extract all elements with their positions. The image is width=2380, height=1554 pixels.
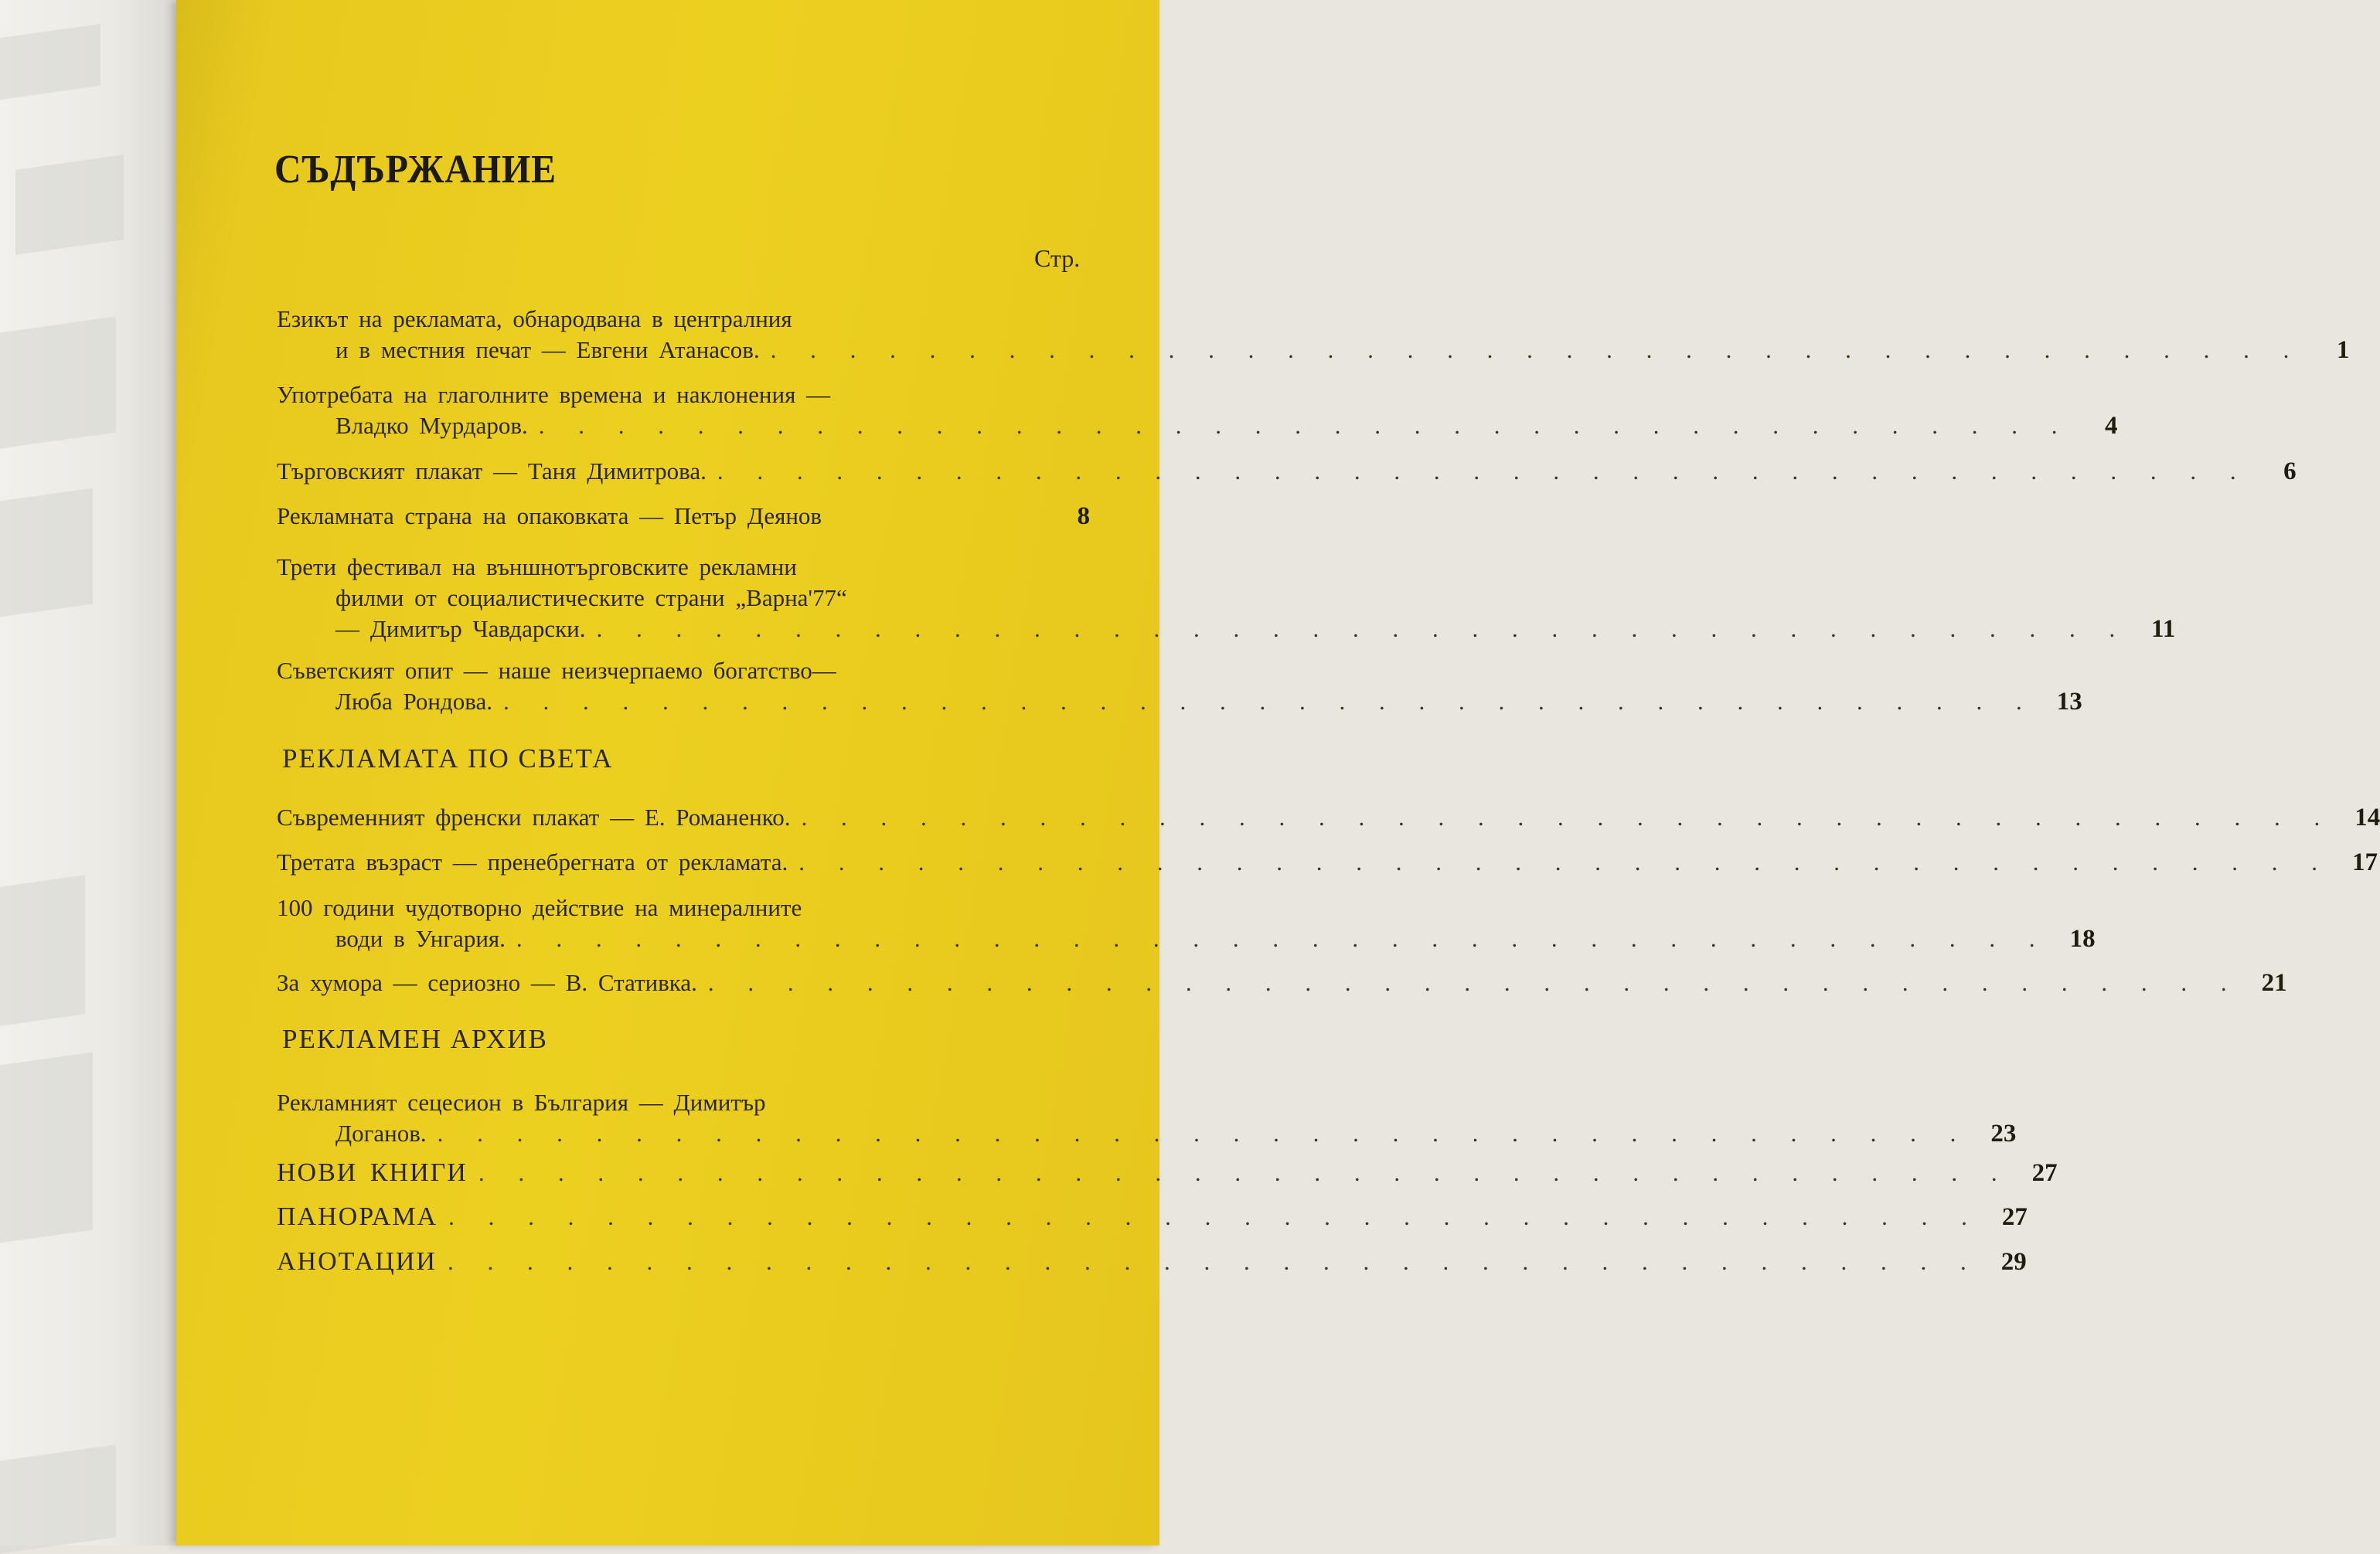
toc-entry [277, 379, 2118, 441]
leader-dots: . . . . . . . . . . . . . . . . . . . . . . . . . . . . . . . . . . . . . . . [478, 1159, 2011, 1186]
entry-title-cont: филми от социалистическите страни „Варна'77“ [335, 584, 847, 611]
leader-dots: . . . . . . . . . . . . . . . . . . . . . . . . . . . . . . . . . . . . . . . [538, 412, 2072, 439]
page-number: 23 [1990, 1120, 2017, 1148]
entry-line [277, 686, 2082, 717]
toc-entry [277, 967, 2287, 998]
toc-entry [277, 655, 2082, 717]
entry-line [277, 1118, 2017, 1149]
toc-entry [277, 847, 2378, 878]
toc-entry [277, 456, 2297, 487]
leader-dots: . . . . . . . . . . . . . . . . . . . . . . . . . . . . . . . . . . . . . . . [770, 336, 2303, 363]
entry-line [277, 1087, 1090, 1118]
show-through-mark [0, 1444, 116, 1553]
entry-title: Рекламната страна на опаковката — Петър Деянов [277, 502, 822, 529]
page-number: 13 [2056, 688, 2082, 716]
entry-title: АНОТАЦИИ [277, 1247, 437, 1276]
entry-line [277, 1202, 2028, 1233]
show-through-mark [0, 24, 100, 100]
entry-line [277, 893, 1090, 923]
show-through-mark [0, 316, 116, 448]
entry-line [277, 1246, 2027, 1277]
leader-dots: . . . . . . . . . . . . . . . . . . . . . . . . . . . . . . . . . . . . . . . [437, 1120, 1970, 1147]
toc-entry [277, 893, 2096, 954]
page-number: 27 [2001, 1203, 2028, 1231]
page-number: 11 [2151, 615, 2176, 643]
page-column-label: Стр. [1034, 244, 1081, 272]
entry-title: Съвременният френски плакат — Е. Романенко. [277, 804, 791, 831]
page-title: СЪДЪРЖАНИЕ [274, 148, 557, 192]
toc-entry [277, 304, 2350, 366]
page-number: 14 [2354, 804, 2380, 831]
entry-line [277, 379, 1090, 410]
entry-title: Езикът на рекламата, обнародвана в централния [277, 305, 792, 332]
entry-author: — Димитър Чавдарски. [335, 615, 586, 642]
entry-author: и в местния печат — Евгени Атанасов. [335, 336, 760, 363]
show-through-mark [0, 875, 85, 1025]
toc-entry [277, 501, 1090, 532]
leader-dots: . . . . . . . . . . . . . . . . . . . . . . . . . . . . . . . . . . . . . . . [707, 969, 2241, 996]
leader-dots: . . . . . . . . . . . . . . . . . . . . . . . . . . . . . . . . . . . . . . . [798, 848, 2331, 876]
toc-entry [277, 1246, 2027, 1277]
section-heading: РЕКЛАМАТА ПО СВЕТА [282, 743, 614, 774]
entry-title: Търговският плакат — Таня Димитрова. [277, 457, 707, 485]
leader-dots: . . . . . . . . . . . . . . . . . . . . . . . . . . . . . . . . . . . . . . . [448, 1203, 1981, 1230]
page-number: 21 [2261, 969, 2287, 997]
leader-dots: . . . . . . . . . . . . . . . . . . . . . . . . . . . . . . . . . . . . . . . [801, 804, 2334, 831]
entry-line [277, 552, 1090, 583]
entry-line [277, 655, 1090, 686]
entry-line [277, 1158, 2058, 1188]
toc-entry [277, 802, 2380, 833]
leader-dots: . . . . . . . . . . . . . . . . . . . . . . . . . . . . . . . . . . . . . . . [516, 925, 2049, 952]
page-number: 8 [1077, 502, 1090, 530]
entry-line [277, 456, 2297, 487]
entry-line [277, 847, 2378, 878]
toc-entry [277, 552, 2176, 644]
entry-title: За хумора — сериозно — В. Стативка. [277, 969, 697, 996]
entry-title: Употребата на глаголните времена и наклонения — [277, 381, 831, 408]
toc-entry [277, 1087, 2017, 1149]
entry-title: Съветският опит — наше неизчерпаемо богатство— [277, 657, 836, 684]
entry-line [277, 410, 2118, 441]
leader-dots: . . . . . . . . . . . . . . . . . . . . . . . . . . . . . . . . . . . . . . . [447, 1248, 1980, 1275]
entry-line [277, 304, 1090, 335]
section-heading: РЕКЛАМЕН АРХИВ [282, 1024, 548, 1054]
toc-entry [277, 1202, 2028, 1233]
entry-author: Люба Рондова. [335, 688, 493, 715]
leader-dots: . . . . . . . . . . . . . . . . . . . . . . . . . . . . . . . . . . . . . . . [717, 457, 2250, 485]
entry-title-cont: води в Унгария. [335, 925, 506, 952]
entry-line [277, 583, 1090, 614]
page-number: 6 [2283, 457, 2297, 485]
show-through-mark [0, 488, 93, 617]
entry-line [277, 335, 2350, 366]
page-number: 17 [2351, 848, 2378, 876]
entry-author: Доганов. [335, 1120, 427, 1147]
entry-title: Третата възраст — пренебрегната от рекламата. [277, 848, 788, 876]
leader-dots: . . . . . . . . . . . . . . . . . . . . . . . . . . . . . . . . . . . . . . . [596, 615, 2130, 642]
page-number: 27 [2031, 1159, 2058, 1187]
page-number: 18 [2069, 925, 2096, 953]
entry-title: НОВИ КНИГИ [277, 1158, 468, 1187]
entry-title: Рекламният сецесион в България — Димитър [277, 1089, 766, 1116]
entry-line [277, 614, 2176, 644]
entry-title: 100 години чудотворно действие на минералните [277, 894, 802, 921]
entry-line [277, 501, 1090, 532]
leader-dots: . . . . . . . . . . . . . . . . . . . . . . . . . . . . . . . . . . . . . . . [503, 688, 2036, 715]
adjacent-white-page [0, 0, 186, 1545]
show-through-mark [15, 155, 124, 255]
show-through-mark [0, 1052, 93, 1243]
page-number: 1 [2336, 336, 2350, 364]
entry-title: ПАНОРАМА [277, 1202, 438, 1231]
entry-line [277, 802, 2380, 833]
entry-author: Владко Мурдаров. [335, 412, 528, 439]
entry-title: Трети фестивал на външнотърговските рекламни [277, 553, 797, 580]
page-number: 29 [2000, 1248, 2027, 1276]
entry-line [277, 923, 2096, 954]
toc-entry [277, 1158, 2058, 1188]
page-number: 4 [2104, 412, 2118, 440]
entry-line [277, 967, 2287, 998]
